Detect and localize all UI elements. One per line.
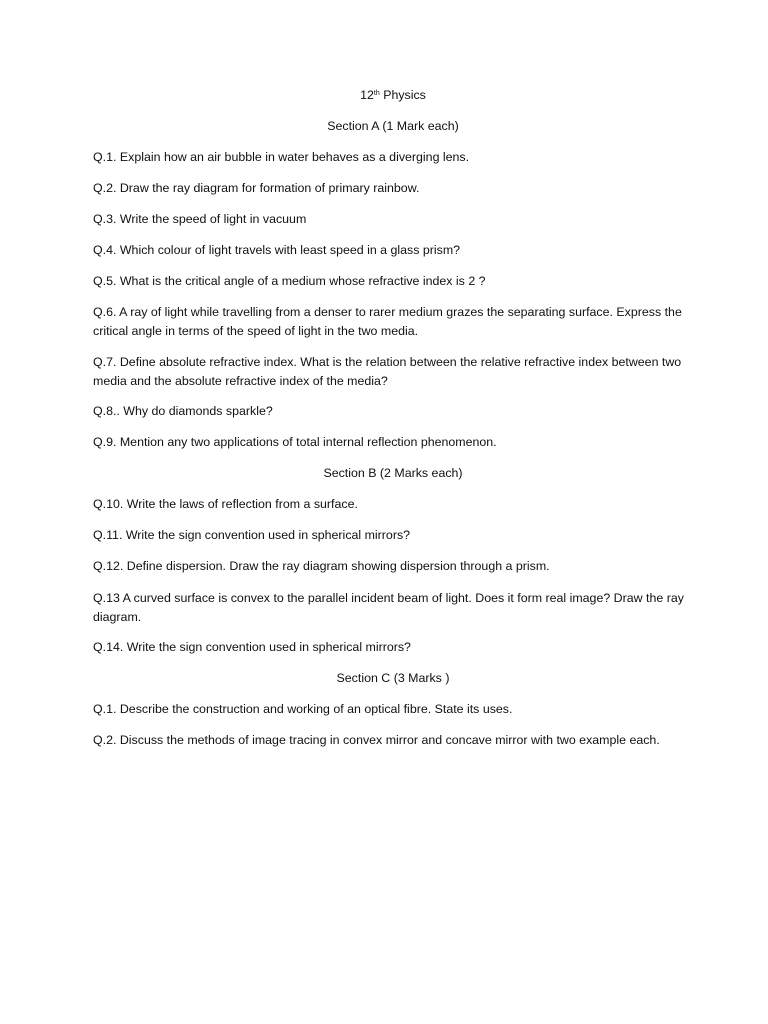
question-a-1: Q.1. Explain how an air bubble in water behaves as a diverging lens. xyxy=(93,150,470,164)
question-c-2: Q.2. Discuss the methods of image tracing in convex mirror and concave mirror with two example each. xyxy=(93,733,660,747)
question-b-10: Q.10. Write the laws of reflection from a surface. xyxy=(93,497,358,511)
question-b-11: Q.11. Write the sign convention used in spherical mirrors? xyxy=(93,528,411,542)
question-a-7: Q.7. Define absolute refractive index. What is the relation between the relative refractive index between two media and the absolute refractive index of the media? xyxy=(93,355,682,388)
question-a-9: Q.9. Mention any two applications of total internal reflection phenomenon. xyxy=(93,435,497,449)
question-b-12: Q.12. Define dispersion. Draw the ray diagram showing dispersion through a prism. xyxy=(93,559,550,573)
question-b-14: Q.14. Write the sign convention used in spherical mirrors? xyxy=(93,640,411,654)
section-c-heading: Section C (3 Marks ) xyxy=(336,671,450,685)
question-a-4: Q.4. Which colour of light travels with least speed in a glass prism? xyxy=(93,243,461,257)
question-a-8: Q.8.. Why do diamonds sparkle? xyxy=(93,404,273,418)
section-b-heading: Section B (2 Marks each) xyxy=(323,466,463,480)
question-a-5: Q.5. What is the critical angle of a medium whose refractive index is 2 ? xyxy=(93,274,486,288)
question-b-13: Q.13 A curved surface is convex to the parallel incident beam of light. Does it form real image? Draw the ray diagram. xyxy=(93,591,684,624)
section-a-heading: Section A (1 Mark each) xyxy=(327,119,459,133)
question-a-6: Q.6. A ray of light while travelling from a denser to rarer medium grazes the separating surface. Express the critical angle in terms of the speed of light in the two media. xyxy=(93,305,682,338)
grade-suffix: th xyxy=(373,90,380,97)
question-a-3: Q.3. Write the speed of light in vacuum xyxy=(93,212,307,226)
question-a-2: Q.2. Draw the ray diagram for formation of primary rainbow. xyxy=(93,181,420,195)
page-title xyxy=(0,86,768,105)
question-c-1: Q.1. Describe the construction and working of an optical fibre. State its uses. xyxy=(93,702,513,716)
grade-number: 12 xyxy=(360,88,374,102)
subject-name: Physics xyxy=(383,88,426,102)
